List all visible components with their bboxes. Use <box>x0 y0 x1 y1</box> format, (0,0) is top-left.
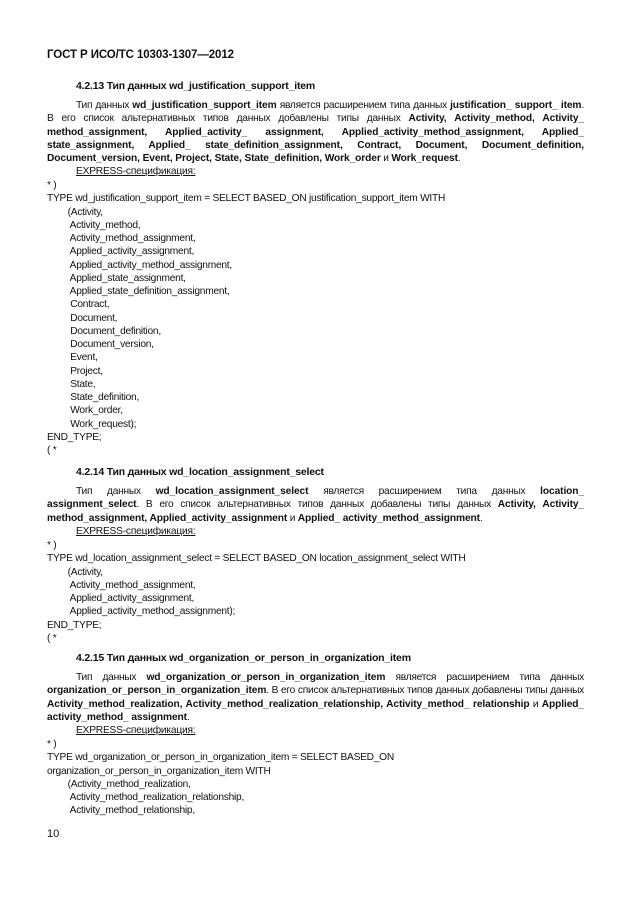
bold-term: Work_request <box>391 153 458 165</box>
bold-term: wd_organization_or_person_in_organization_item <box>146 672 386 683</box>
section-paragraph-4-2-15 <box>47 671 584 724</box>
express-code-block <box>47 179 445 457</box>
code-line: END_TYPE; <box>47 619 102 631</box>
code-line: Document_version, <box>47 339 154 350</box>
code-line: * ) <box>47 180 57 191</box>
code-line: Work_request); <box>47 418 137 430</box>
section-title-4-2-15: 4.2.15 Тип данных wd_organization_or_person_in_organization_item <box>76 652 411 664</box>
express-spec-label: EXPRESS-спецификация: <box>76 725 196 736</box>
code-line: Activity_method_assignment, <box>47 233 196 244</box>
code-line: Document_definition, <box>47 325 161 337</box>
section-title-4-2-13: 4.2.13 Тип данных wd_justification_support_item <box>76 80 316 92</box>
code-line: Contract, <box>47 299 110 311</box>
express-spec-label: EXPRESS-спецификация: <box>76 166 196 177</box>
express-code-block <box>47 738 394 818</box>
paragraph-text: . <box>186 711 190 723</box>
bold-term: Activity_method_realization, Activity_method_realization_relationship, Activity_method_ relationship <box>47 698 530 710</box>
bold-term: Activity, Activity_method, Activity_ method_assignment, Applied_activity_ assignment, Applied_activity_method_assignment, Applied_ state_assignment, Applied_ state_definition_assignment, Contract, Document, Document_definition, Document_version, Event, Project, State, State_definition, Work_order <box>47 113 584 165</box>
code-line: (Activity_method_realization, <box>47 778 191 790</box>
code-line: END_TYPE; <box>47 431 102 443</box>
code-line: Applied_state_assignment, <box>47 272 186 284</box>
paragraph-text: и <box>529 698 542 710</box>
section-paragraph-4-2-13 <box>47 99 584 165</box>
code-line: * ) <box>47 739 57 750</box>
code-line: (Activity, <box>47 206 103 218</box>
paragraph-text: и <box>287 512 298 524</box>
paragraph-text: . В его список альтернативных типов данных добавлены типы данных <box>136 499 498 511</box>
paragraph-text: . В его список альтернативных типов данных добавлены типы данных <box>47 100 584 125</box>
bold-term: Applied_ activity_method_assignment <box>297 512 480 524</box>
bold-term: location_ assignment_select <box>47 486 584 511</box>
code-line: Applied_activity_method_assignment); <box>47 606 236 618</box>
paragraph-text: . В его список альтернативных типов данных добавлены типы данных <box>266 685 584 697</box>
section-title-4-2-14: 4.2.14 Тип данных wd_location_assignment_select <box>76 466 324 478</box>
bold-term: wd_justification_support_item <box>132 100 277 111</box>
bold-term: justification_ support_ item <box>450 100 582 111</box>
code-line: organization_or_person_in_organization_item WITH <box>47 765 271 777</box>
code-line: * ) <box>47 540 57 551</box>
code-line: Applied_activity_method_assignment, <box>47 259 232 271</box>
code-line: TYPE wd_justification_support_item = SELECT BASED_ON justification_support_item WITH <box>47 193 446 205</box>
code-line: Activity_method_assignment, <box>47 579 196 591</box>
code-line: Event, <box>47 352 98 364</box>
express-code-block <box>47 539 466 645</box>
paragraph-text: является расширением типа данных <box>308 486 541 497</box>
express-spec-label: EXPRESS-спецификация: <box>76 526 196 537</box>
code-line: State, <box>47 378 96 390</box>
paragraph-text: . <box>479 512 483 524</box>
section-paragraph-4-2-14 <box>47 485 584 525</box>
paragraph-text: и <box>380 153 392 165</box>
code-line: TYPE wd_location_assignment_select = SELECT BASED_ON location_assignment_select WITH <box>47 553 466 565</box>
paragraph-text: является расширением типа данных <box>276 100 451 111</box>
paragraph-text: Тип данных <box>76 100 133 111</box>
code-line: (Activity, <box>47 566 103 578</box>
code-line: Applied_activity_assignment, <box>47 593 195 604</box>
paragraph-text: Тип данных <box>76 486 156 497</box>
bold-term: wd_location_assignment_select <box>155 486 309 497</box>
code-line: Applied_state_definition_assignment, <box>47 286 230 297</box>
code-line: Document, <box>47 312 118 324</box>
code-line: Activity_method, <box>47 219 141 231</box>
standard-header: ГОСТ Р ИСО/ТС 10303-1307—2012 <box>47 49 234 61</box>
code-line: Project, <box>47 365 103 377</box>
code-line: ( * <box>47 445 57 456</box>
page-number: 10 <box>47 828 60 840</box>
code-line: Work_order, <box>47 405 123 417</box>
code-line: ( * <box>47 632 57 644</box>
code-line: Applied_activity_assignment, <box>47 246 195 258</box>
code-line: TYPE wd_organization_or_person_in_organization_item = SELECT BASED_ON <box>47 752 394 764</box>
bold-term: Applied_ activity_method_ assignment <box>47 698 584 723</box>
bold-term: organization_or_person_in_organization_item <box>47 685 267 697</box>
code-line: Activity_method_relationship, <box>47 805 195 817</box>
paragraph-text: является расширением типа данных <box>385 672 585 683</box>
paragraph-text: Тип данных <box>76 672 147 683</box>
code-line: Activity_method_realization_relationship, <box>47 792 245 803</box>
bold-term: Activity, Activity_ method_assignment, Applied_activity_assignment <box>47 499 584 524</box>
code-line: State_definition, <box>47 392 140 403</box>
paragraph-text: . <box>457 153 461 165</box>
